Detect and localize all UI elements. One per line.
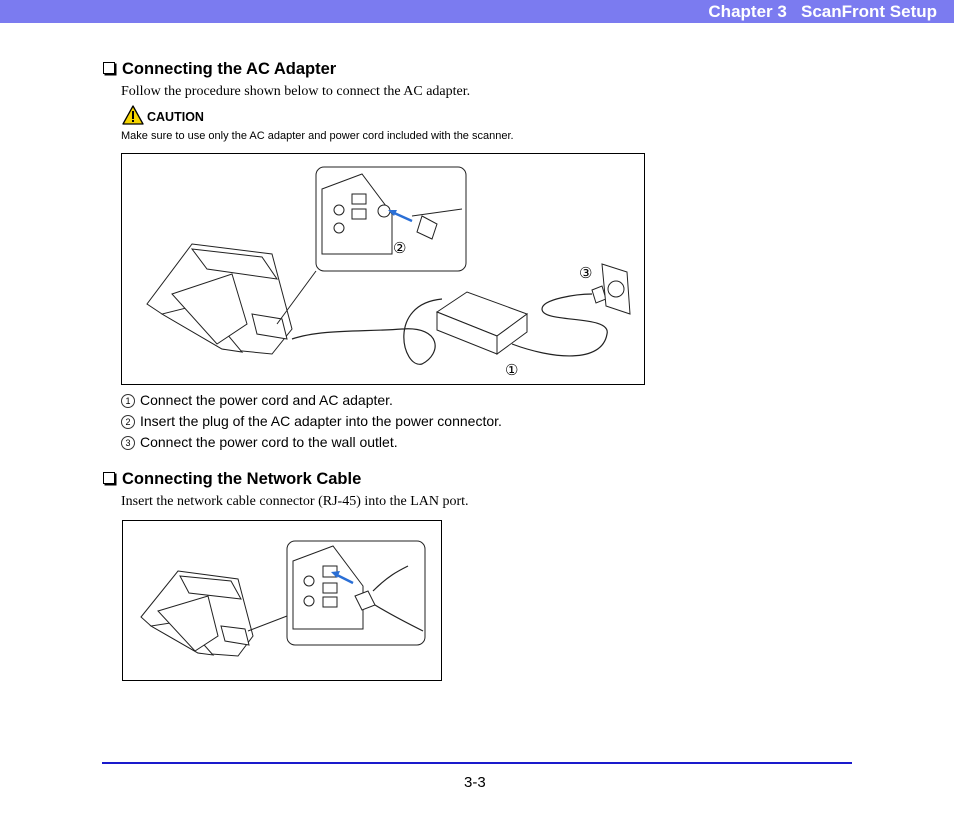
callout-1: ① (505, 362, 519, 379)
network-cable-intro: Insert the network cable connector (RJ-45) into the LAN port. (121, 494, 469, 509)
section-heading-ac-adapter (103, 60, 336, 79)
step-text: Insert the plug of the AC adapter into the power connector. (140, 413, 502, 429)
caution-text: Make sure to use only the AC adapter and power cord included with the scanner. (121, 130, 514, 142)
network-cable-illustration (123, 521, 441, 680)
section-box-icon (103, 472, 115, 484)
section-box-icon (103, 62, 115, 74)
network-cable-figure (122, 520, 442, 681)
step-1 (121, 392, 393, 408)
step-2 (121, 413, 502, 429)
section-heading-network-cable (103, 470, 361, 489)
header-bar (0, 0, 954, 23)
warning-icon (122, 105, 144, 125)
page-number: 3-3 (464, 774, 486, 791)
section-heading-text: Connecting the AC Adapter (122, 60, 337, 78)
callout-2: ② (393, 240, 407, 257)
callout-3: ③ (579, 265, 593, 282)
step-3 (121, 434, 398, 450)
ac-adapter-illustration (122, 154, 644, 384)
step-text: Connect the power cord to the wall outlet. (140, 434, 398, 450)
caution-label: CAUTION (147, 110, 204, 124)
ac-adapter-figure (121, 153, 645, 385)
ac-adapter-intro: Follow the procedure shown below to connect the AC adapter. (121, 84, 471, 99)
step-number: 3 (121, 436, 135, 450)
step-number: 1 (121, 394, 135, 408)
section-heading-text: Connecting the Network Cable (122, 470, 362, 488)
step-text: Connect the power cord and AC adapter. (140, 392, 393, 408)
footer-rule (102, 762, 852, 764)
step-number: 2 (121, 415, 135, 429)
chapter-title: Chapter 3 ScanFront Setup (708, 2, 937, 21)
